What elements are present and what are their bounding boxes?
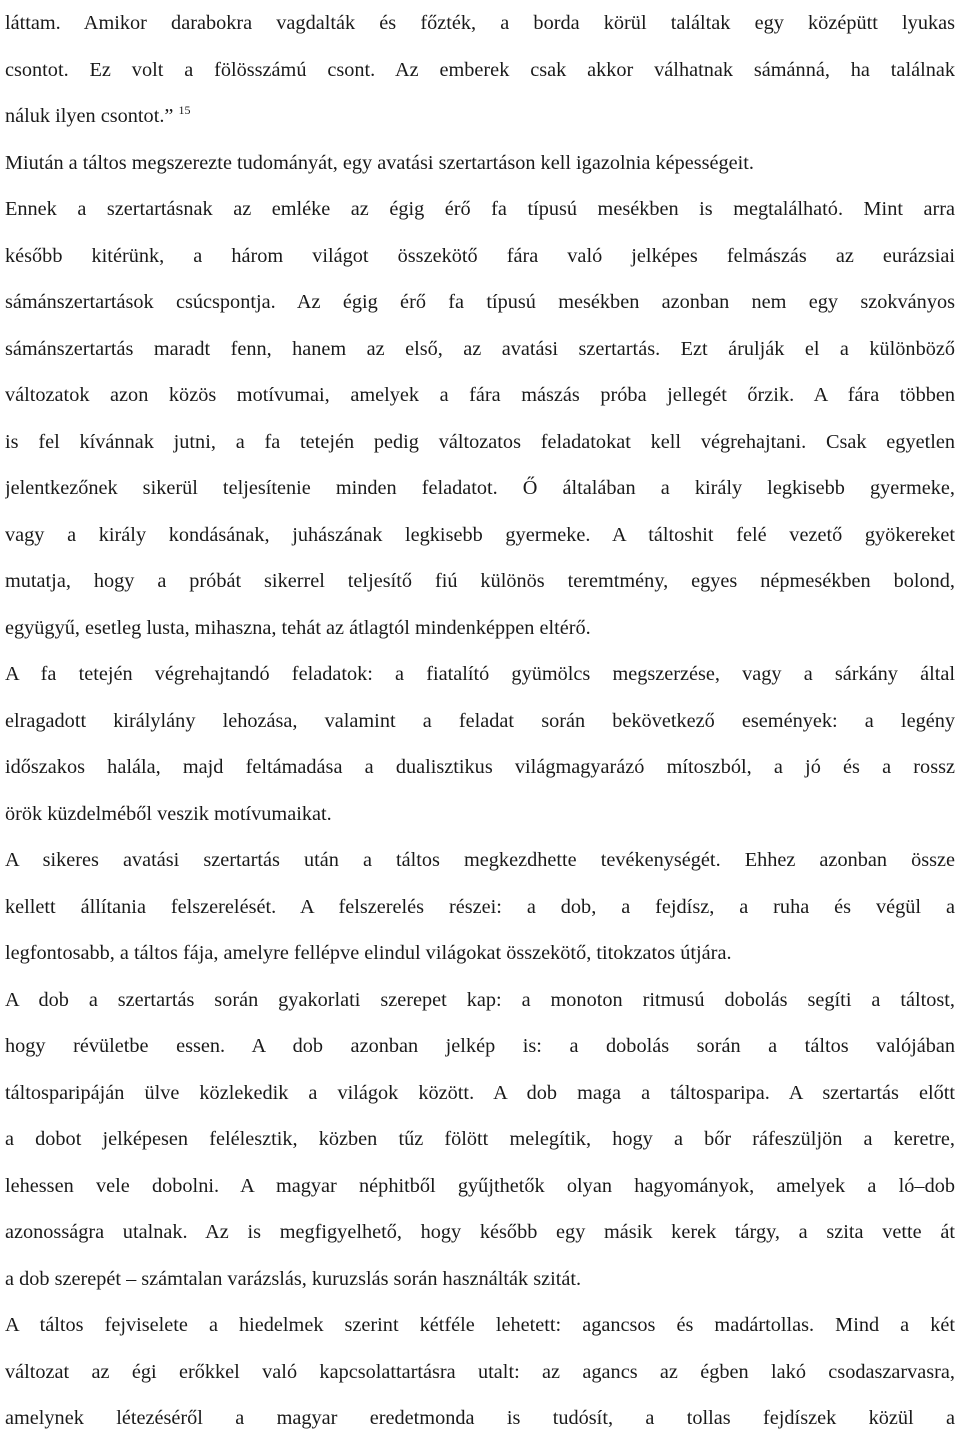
- text-line: [5, 605, 955, 652]
- text-line: [5, 930, 955, 977]
- text-line: [5, 744, 955, 791]
- text-line: [5, 1349, 955, 1396]
- text-line: [5, 512, 955, 559]
- line-text: Ennek a szertartásnak az emléke az égig érő fa típusú mesékben is megtalálható. Mint arra: [5, 198, 955, 220]
- line-text: változat az égi erőkkel való kapcsolattartásra utalt: az agancs az égben lakó csodaszarvasra,: [5, 1360, 955, 1383]
- line-text: kellett állítania felszerelését. A felszerelés részei: a dob, a fejdísz, a ruha és végül a: [5, 895, 955, 918]
- text-line: [5, 558, 955, 605]
- text-line: [5, 1209, 955, 1256]
- text-line: [5, 1302, 955, 1349]
- text-line: [5, 419, 955, 466]
- text-line: [5, 1256, 955, 1303]
- line-text: A sikeres avatási szertartás után a táltos megkezdhette tevékenységét. Ehhez azonban össze: [5, 849, 955, 871]
- text-line: [5, 791, 955, 838]
- line-text: együgyű, esetleg lusta, mihaszna, tehát az átlagtól mindenképpen eltérő.: [5, 616, 591, 639]
- line-text: A táltos fejviselete a hiedelmek szerint kétféle lehetett: agancsos és madártollas. Mind a két: [5, 1314, 955, 1336]
- line-text: sámánszertartás maradt fenn, hanem az első, az avatási szertartás. Ezt árulják el a különböző: [5, 337, 955, 360]
- text-line: [5, 372, 955, 419]
- text-line: [5, 186, 955, 233]
- line-text: legfontosabb, a táltos fája, amelyre fellépve elindul világokat összekötő, titokzatos útjára.: [5, 942, 732, 964]
- text-line: [5, 1163, 955, 1210]
- text-line: [5, 140, 955, 187]
- line-text: azonosságra utalnak. Az is megfigyelhető, hogy később egy másik kerek tárgy, a szita vette át: [5, 1221, 955, 1243]
- line-text: a dob szerepét – számtalan varázslás, kuruzslás során használták szitát.: [5, 1267, 582, 1290]
- text-line: [5, 837, 955, 884]
- line-text: változatok azon közös motívumai, amelyek a fára mászás próba jellegét őrzik. A fára többen: [5, 384, 955, 406]
- text-line: [5, 884, 955, 931]
- line-text: A fa tetején végrehajtandó feladatok: a fiatalító gyümölcs megszerzése, vagy a sárkány által: [5, 663, 955, 685]
- line-text: lehessen vele dobolni. A magyar néphitből gyűjthetők olyan hagyományok, amelyek a ló–dob: [5, 1174, 955, 1197]
- line-text: mutatja, hogy a próbát sikerrel teljesítő fiú különös teremtmény, egyes népmesékben bolond,: [5, 570, 955, 592]
- text-line: [5, 977, 955, 1024]
- line-text: Miután a táltos megszerezte tudományát, egy avatási szertartáson kell igazolnia képességeit.: [5, 151, 754, 174]
- line-text: később kitérünk, a három világot összekötő fára való jelképes felmászás az eurázsiai: [5, 244, 955, 267]
- line-text: náluk ilyen csontot.”: [5, 105, 179, 127]
- line-text: a dobot jelképesen felélesztik, közben tűz fölött melegítik, hogy a bőr ráfeszüljön a keretre,: [5, 1128, 955, 1150]
- text-line: [5, 0, 955, 47]
- line-text: csontot. Ez volt a fölösszámú csont. Az emberek csak akkor válhatnak sámánná, ha találnak: [5, 58, 955, 81]
- line-text: elragadott királylány lehozása, valamint a feladat során bekövetkező események: a legény: [5, 709, 955, 732]
- line-text: is fel kívánnak jutni, a fa tetején pedig változatos feladatokat kell végrehajtani. Csak egyetlen: [5, 430, 955, 453]
- text-line: [5, 93, 955, 140]
- text-line: [5, 279, 955, 326]
- document-page: [5, 0, 955, 1442]
- line-text: vagy a király kondásának, juhászának legkisebb gyermeke. A táltoshit felé vezető gyökereket: [5, 523, 955, 546]
- line-text: láttam. Amikor darabokra vagdalták és főzték, a borda körül találtak egy középütt lyukas: [5, 12, 955, 34]
- footnote-marker: 15: [178, 103, 191, 117]
- line-text: sámánszertartások csúcspontja. Az égig érő fa típusú mesékben azonban nem egy szokványos: [5, 291, 955, 313]
- line-text: amelynek létezéséről a magyar eredetmonda is tudósít, a tollas fejdíszek közül a: [5, 1407, 955, 1429]
- text-line: [5, 698, 955, 745]
- text-line: [5, 1023, 955, 1070]
- text-line: [5, 1070, 955, 1117]
- line-text: jelentkezőnek sikerül teljesítenie minden feladatot. Ő általában a király legkisebb gyermeke,: [5, 477, 955, 499]
- text-line: [5, 326, 955, 373]
- text-line: [5, 651, 955, 698]
- line-text: örök küzdelméből veszik motívumaikat.: [5, 802, 332, 825]
- line-text: A dob a szertartás során gyakorlati szerepet kap: a monoton ritmusú dobolás segíti a táltost,: [5, 988, 955, 1011]
- line-text: időszakos halála, majd feltámadása a dualisztikus világmagyarázó mítoszból, a jó és a rossz: [5, 756, 955, 778]
- text-line: [5, 1395, 955, 1442]
- line-text: táltosparipáján ülve közlekedik a világok között. A dob maga a táltosparipa. A szertartás előtt: [5, 1081, 955, 1104]
- text-line: [5, 47, 955, 94]
- line-text: hogy révületbe essen. A dob azonban jelkép is: a dobolás során a táltos valójában: [5, 1035, 955, 1057]
- text-line: [5, 1116, 955, 1163]
- text-line: [5, 233, 955, 280]
- text-line: [5, 465, 955, 512]
